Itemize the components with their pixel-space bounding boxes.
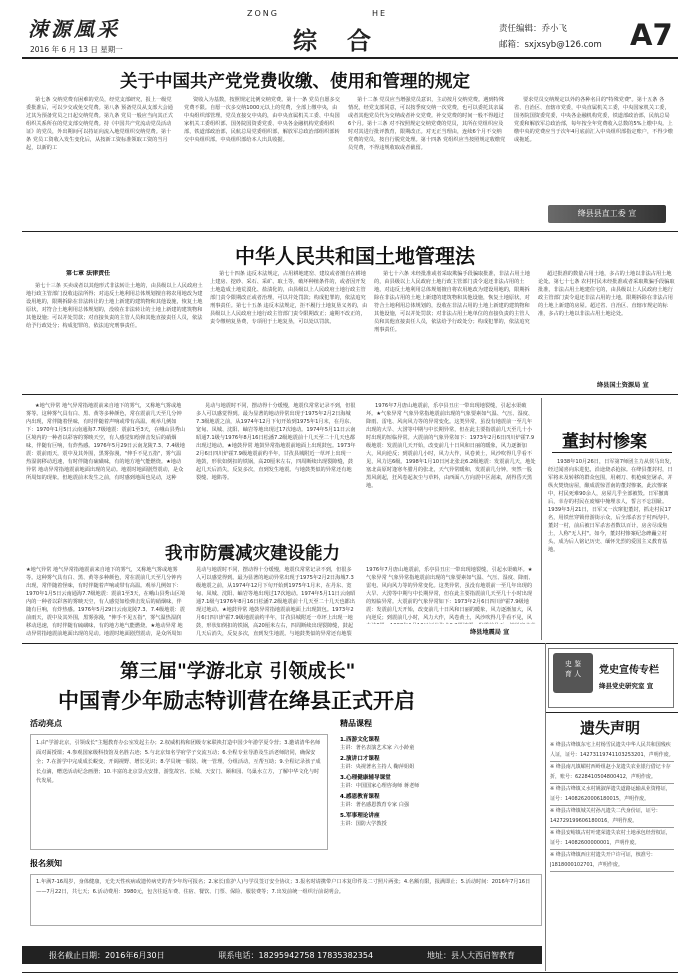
land-law-col1: 第七章 法律责任 第七十三条 买卖或者以其他形式非法转让土地的，由县级以上人民政府土地行政主管部门没收违法所得；对违反土地利用总体规划擅自将农用地改为建设用地的，限期拆除在非法转让的土地上新建的建筑物和其他设施，恢复土地原状，对符合土地利用总体规划的，没收在非法转让的土地上新建的建筑物和其他设施；可以并处罚款；对直接负责的主管人员和其他直接责任人员，依法给予行政处分；构成犯罪的，依法追究刑事责任。 [26,270,203,329]
camp-signup-title: 报名须知 [30,859,62,868]
section-en-left: ZONG [247,9,279,18]
lost-notice-item: ※ 绛县古绛镇西庄村遗失开户许可证，核准号：J1818000102701，声明作废。 [550,850,674,872]
lost-notice-item: ※ 绛县古绛镇义水村姚淑萍遗失道路运输从业资格证，证号：14082620006180015，声明作废。 [550,784,674,806]
earthquake-col2a: 晃动与地震时不同，摆动得十分缓慢，地震仪常常记录不到，但很多人可以感觉得到。最为显著的地动异常出现于1975年2月2日海城7.3级地震之前，从1974年12月下旬开始到1975年1月末，在丹东、宽甸、凤城、沈阳、岫岩等地出现过17次地动。1974年5月11日云南昭通7.1级与1976年8月16日松潘7.2级地震前十几天至二十几天也都出现过地动。★地鼓异常 地鼓异常指地震前地面上出现鼓包。1973年2月6日四川炉霍7.9级地震前约半年，甘孜县城附近一草坪上出现一地鼓，形状如倒扣的铁锅，高20厘米左右，四周断续出现裂隙缝，鼓起几天后消失，反复多次，直到发生地震。与地鼓类似的异常还有地裂缝、地陷等。 [196,403,356,481]
camp-headline-2: 中国青少年励志特训营在绛县正式开启 [58,688,415,713]
land-law-col4: 超过批准的数量占用土地，多占的土地以非法占用土地论处。第七十七条 农村村民未经批准或者采取欺骗手段骗取批准，非法占用土地建住宅的，由县级以上人民政府土地行政主管部门责令退还非法占用的土地，限期拆除在非法占用的土地上新建的房屋。超过省、自治区、直辖市规定的标准，多占的土地以非法占用土地论处。 [538,271,675,317]
article-party-dues-col4: 要求党员交纳规定以外的各种名目的"特殊党费"。第十五条 各省、自治区、直辖市党委，中央直属机关工委，中央国家机关工委，国务院国资委党委，中央各金融机构党委，铁道部政治部，民航总局党委和解放军总政治部，每年按全年党费收入总数的5%上缴中央。上缴中央的党费应当于次年4月底前汇入中央组织部指定账户，不得少缴或拖延。 [514,97,673,143]
lost-notice-item: ※ 绛县古绛镇东宅上村杨雪民遗失中华人民共和国残疾人证，证号：14273119741103253201，声明作废。 [550,740,674,762]
camp-signup-text: 1.年满7-16周岁，身体健康，无先天性疾病或遗传病史的青少年均可报名；2.家长(监护人)与学员签订安全协议；3.报名时请携带户口本复印件及二寸照片两张；4.名额有限，报满即止；5.活动时间：2016年7月16日——7月22日，共七天；6.活动费用：3980元，包含往返车费、住宿、餐饮、门票、保险、服装费等；7.出发前统一组织行前说明会。 [36,879,531,895]
section-divider-1 [22,231,678,232]
earthquake-col3a: 1976年7月唐山地震前，乐亭县丑庄一带出现地裂缝，引起水渠破坏。★气象异常 气象异常指地震前出现的气象要素如气温、气压、湿度、降雨、雷电、风向风力等的异常变化。这类异常，虽没有地震前一至几年出现的大旱、大涝等中期与中长期异常，但在此主要指震前几天至几十小时出现的短临异常。大震前的气象异常如下：1973年2月6日四川炉霍7.9级地震：发震前几天开始，改变前几十日风和日丽的暖象，风力逐渐加大，风向逆反；到震前几小时，风力大作，风卷黄土，风沙吹得几乎看不见，风力达6级。1998年1月10日河北张北6.2级地震：发震前几天，地处塞北高原时逢寒冬腊月的张北，天气异常暖和，发震前几分钟，突然一股黑风刮起，狂风卷起灰尘与草料，由西面八方向震中区刮来，刮得昏天黑地。 [366,403,536,489]
email-line: 邮箱：sxjxsyb@126.com [499,40,602,50]
dongfeng-rule [552,452,672,453]
land-law-col3: 第七十六条 未经批准或者采取欺骗手段骗取批准，非法占用土地的，由县级以上人民政府土地行政主管部门责令退还非法占用的土地，对违反土地利用总体规划擅自将农用地改为建设用地的，限期拆除在非法占用的土地上新建的建筑物和其他设施，恢复土地原状，对符合土地利用总体规划的，没收在非法占用的土地上新建的建筑物和其他设施，可以并处罚款；对非法占用土地单位的直接负责的主管人员和其他直接责任人员，依法给予行政处分；构成犯罪的，依法追究刑事责任。 [374,271,530,333]
course-item: 4.感恩教育课程 主讲：著名感恩教育专家 白强 [340,794,410,808]
section-en-right: HE [372,9,388,18]
page-number: A7 [630,18,673,52]
camp-highlights-text: 1.由"学游北京，引领成长"主题教育办公室发起主办；2.权威机构和团级专家联袂打造中国少年游学夏令营；3.邀请清华名师面对面授课；4.参观国家级科技馆及名胜古迹；5.与北京知名学府学子交流互动；6.全程专业导游及生活老师陪同，确保安全；7.在游学中完成成长蜕变，开阔视野、增长见识；8.学员统一服装、统一管理，分组活动，互帮互助；9.全程记录孩子成长点滴，赠送活动纪念画册；10.丰富的北京景点安排，游览故宫、长城、天安门、颐和园、鸟巢水立方，了解中华文化与时代发展。 [36,740,321,784]
party-history-column-title: 党史宣传专栏 [599,665,659,676]
land-law-source: 绛县国土资源局 宣 [597,382,649,389]
camp-courses-section [340,716,372,732]
camp-signup-box [30,874,542,926]
party-history-column-source: 绛县党史研究室 宣 [599,682,654,690]
editor-line: 责任编辑：乔小飞 [499,24,568,34]
dongfeng-massacre-headline: 董封村惨案 [562,432,647,452]
footer-rule [22,972,678,973]
earthquake-source: 绛县地震局 宣 [470,629,510,636]
vertical-divider-right [541,398,542,640]
issue-date: 2016 年 6 月 13 日 星期一 [30,45,123,54]
party-history-column-badge [548,648,674,708]
earthquake-col2b: 晃动与地震时不同，摆动得十分缓慢，地震仪常常记录不到，但很多人可以感觉得到。最为显著的地动异常出现于1975年2月2日海城7.3级地震之前，从1974年12月下旬开始到1975年1月末，在丹东、宽甸、凤城、沈阳、岫岩等地出现过17次地动。1974年5月11日云南昭通7.1级与1976年8月16日松潘7.2级地震前十几天至二十几天也都出现过地动。★地鼓异常 地鼓异常指地震前地面上出现鼓包。1973年2月6日四川炉霍7.9级地震前约半年，甘孜县城附近一草坪上出现一地鼓，形状如倒扣的铁锅，高20厘米左右，四周断续出现裂隙缝，鼓起几天后消失，反复多次，直到发生地震。与地鼓类似的异常还有地裂 [196,567,356,637]
camp-phone: 联系电话：18295942758 17835382354 [218,950,374,960]
earthquake-headline: 我市防震减灾建设能力 [160,540,345,565]
article-party-dues-col3: 第十二条 党员应当增强党员意识，主动按月交纳党费。遇到特殊情况，经党支部同意，可以按季度交纳一次党费，也可以委托其亲属或者其他党员代为交纳或者补交党费。补交党费的时间一般不得超过6个月。第十三条 对不按照规定交纳党费的党员，其所在党组织应及时对其进行批评教育，限期改正。对无正当理由，连续6个月不交纳党费的党员，按自行脱党处理。第十四条 党组织应当按照规定收缴党员党费，不得违规收取或者截留。 [348,97,506,151]
course-item: 1.西游文化课程 主讲：著名表演艺术家 六小龄童 [340,737,415,751]
earthquake-col1a: ★地气异常 地气异常指地震前来自地下的雾气，又称地气雾或地雾等。这种雾气具有白、黑、黄等多种颜色，常在震前几天至几分钟内出现，常伴随着怪味，有时伴随着声响或带有高温。观举几例如下：1970年1月5日云南通海7.7级地震：震前1至3天，在峨山县秀山区境内的一种者以彩客的雾映天空，有人感觉如绘弹击发后的硝烟味，伴随有巨响，有炸热感。1976年5月29日云南龙陵7.3、7.4级地震：震前雨天，震中及其外围，黑雾弥漫，"伸手不见五指"，雾气温热湿润移动迅速，有时伴随有硫磺味，有的地方地气能燃烧。★地动异常 地动异常指地震前地面出现的晃动。地震时地面剧烈震动，是众所周知的现象。但地震前未发生之前，有时感到地面也晃动，这种 [26,403,186,481]
party-dues-source-label: 绛县县直工委 宣 [577,209,637,218]
lost-notices-list [550,740,674,970]
dongfeng-massacre-body: 1938年10月26日，日军第7师团主力从侯马出发，经过闻喜向东进犯，沿途烧杀抢掠。在绛县董封村，日军将未及转移的群众包围，用刺刀、机枪疯狂屠杀，并纵火焚烧房屋，酿成震惊晋南的董封惨案。此次惨案中，村民死难90余人，房屋几乎全部被毁。日军撤离后，幸存的村民在废墟中掩埋亲人，誓言不忘国耻。1939年3月21日，日军又一次窜犯董封，抓走村民17名，用铁丝穿锁骨游街示众，后全部杀害于村西沟中。董封一村，前后被日军杀害者数以百计，房舍尽成焦土，人称"无人村"。如今，董封村惨案纪念碑矗立村头，成为后人铭记历史、缅怀先烈的爱国主义教育基地。 [548,459,675,553]
lost-notices-title: 遗失声明 [580,719,641,737]
section-divider-2 [22,394,678,395]
camp-highlights-title: 活动亮点 [30,719,62,728]
party-history-seal-icon: 史 鉴 育 人 [553,653,593,693]
section-divider-3 [22,643,678,644]
land-law-headline: 中华人民共和国土地管理法 [235,244,475,268]
course-item: 5.军事理论讲座 主讲：国防大学教授 [340,813,387,827]
article-party-dues-headline: 关于中国共产党党费收缴、使用和管理的规定 [120,72,470,92]
course-item: 3.心理健康辅导课堂 主讲：中国国家心理咨询师 蒋老师 [340,775,420,789]
camp-highlights-section [30,716,62,732]
land-law-col2: 第七十四条 违反本法规定，占用耕地建窑、建坟或者擅自在耕地上建房、挖砂、采石、采矿、取土等，破坏种植条件的，或者因开发土地造成土地荒漠化、盐渍化的，由县级以上人民政府土地行政主管部门责令限期改正或者治理，可以并处罚款；构成犯罪的，依法追究刑事责任。第七十五条 违反本法规定，拒不履行土地复垦义务的，由县级以上人民政府土地行政主管部门责令限期改正；逾期不改正的，责令缴纳复垦费，专项用于土地复垦，可以处以罚款。 [210,271,368,325]
camp-footer-bar [22,946,542,964]
lost-notice-item: ※ 绛县南凡镇嵋村西岭组赵小龙遗失农业银行借记卡存折，账号：6228410504800412，声明作废。 [550,762,674,784]
notices-top-rule [545,712,678,713]
article-party-dues-col1: 第七条 交纳党费有困难的党员，经党支部研究，报上一级党委批准后，可以少交或免交党费。第八条 预备党员从支部大会通过其为预备党员之日起交纳党费。第九条 党员一般应当向其正式组织关系所在的党支部交纳党费。持《中国共产党流动党员活动证》的党员，外出期间可以持证向流入地党组织交纳党费。第十条 党员工资收入发生变化后，从按新工资标准领取工资的当月起，以新的工 [26,97,173,151]
camp-signup-section [30,856,62,872]
earthquake-col1b: ★地气异常 地气异常指地震前来自地下的雾气，又称地气雾或地雾等。这种雾气具有白、黑、黄等多种颜色，常在震前几天至几分钟内出现，常伴随着怪味，有时伴随着声响或带有高温。观举几例如下：1970年1月5日云南通海7.7级地震：震前1至3天，在峨山县秀山区境内的一种者以彩客的雾映天空，有人感觉如绘弹击发后的硝烟味，伴随有巨响，有炸热感。1976年5月29日云南龙陵7.3、7.4级地震：震前雨天，震中及其外围，黑雾弥漫，"伸手不见五指"，雾气温热湿润移动迅速，有时伴随有硫磺味，有的地方地气能燃烧。★地动异常 地动异常指地震前地面出现的晃动。地震时地面剧烈震动，是众所周知 [26,567,186,637]
section-title: 综合 [293,26,401,55]
camp-headline-1: 第三届"学游北京 引领成长" [120,660,356,682]
camp-address: 地址：县人大西启智教育 [427,950,516,960]
camp-highlights-box [30,734,328,850]
camp-deadline: 报名截止日期：2016年6月30日 [48,950,165,960]
lost-notice-item: ※ 绛县安峪镇古村叶建荣遗失农村土地承包经营权证，证号：14082600000001，声明作废。 [550,828,674,850]
party-dues-source-badge [548,205,666,223]
course-item: 2.演讲口才课程 主讲：央视著名主持人 鞠萍姐姐 [340,756,415,770]
lost-notice-item: ※ 绛县古绛镇城关村孙凡遗失二代身份证，证号：142729199606180016，声明作废。 [550,806,674,828]
camp-courses-list [340,736,540,854]
vertical-divider-bottom [545,643,546,971]
earthquake-col3b: 1976年7月唐山地震前，乐亭县丑庄一带出现地裂缝，引起水渠破坏。★气象异常 气象异常指地震前出现的气象要素如气温、气压、湿度、降雨、雷电、风向风力等的异常变化。这类异常，虽没有地震前一至几年出现的大旱、大涝等中期与中长期异常，但在此主要指震前几天至几十小时出现的短临异常。大震前的气象异常如下：1973年2月6日四川炉霍7.9级地震：发震前几天开始，改变前几十日风和日丽的暖象，风力逐渐加大，风向逆反；到震前几小时，风力大作，风卷黄土，风沙吹得几乎看不见，风 [366,567,534,621]
header-rule [22,57,678,59]
camp-courses-title: 精品课程 [340,719,372,728]
article-party-dues-col2: 资收入为基数，按照规定比例交纳党费。第十一条 党员自愿多交党费不限。自愿一次多交纳1000元以上的党费，全部上缴中央，由中央组织部管理。党员直接交中央的，由中央直属机关工委、中央国家机关工委组织部、国务院国资委党委、中央各金融机构党委组织部，铁道部政治部，民航总局党委组织部，解放军总政治部组织部转交中央组织部。中央组织部给本人出具收据。 [184,97,340,143]
land-law-chapter: 第七章 法律责任 [66,270,111,277]
masthead-title: 涑源風采 [28,17,120,41]
